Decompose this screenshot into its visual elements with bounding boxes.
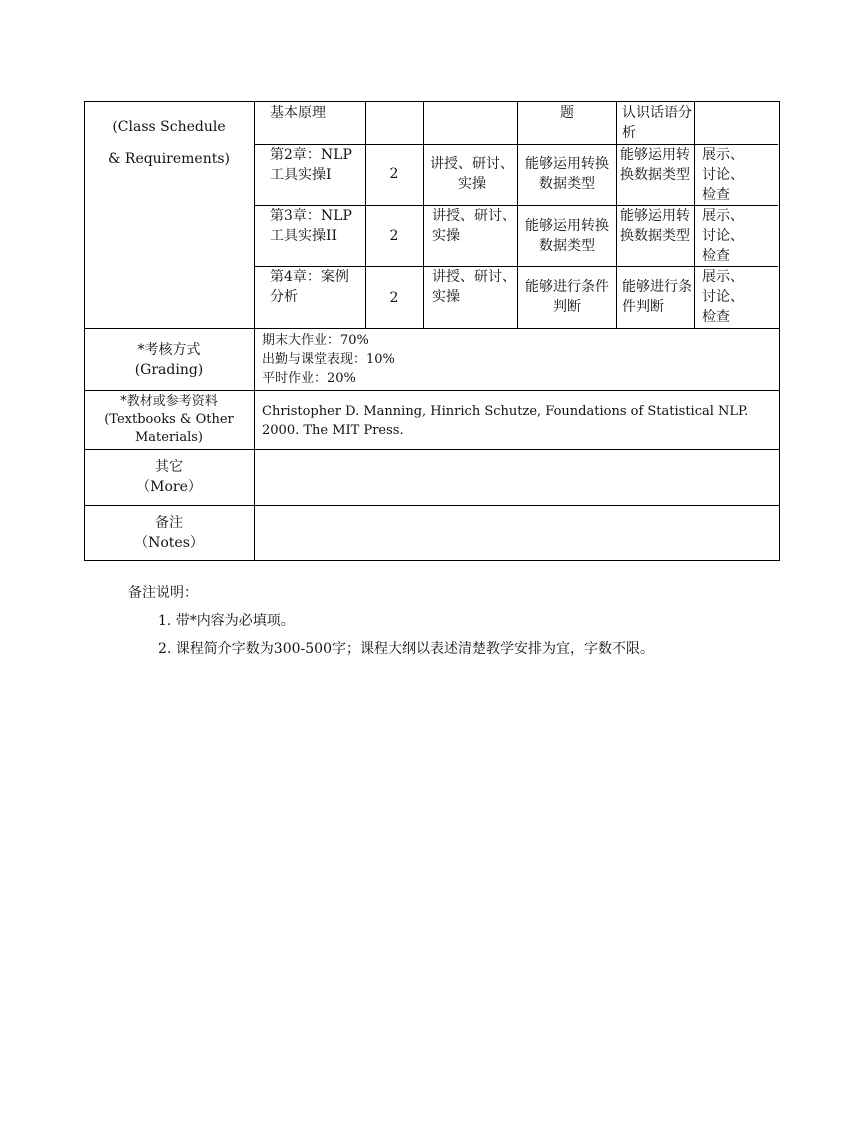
more-label-en: （More） (136, 479, 202, 495)
divider-schedule-grading (84, 328, 780, 329)
schedule-row-0-goal: 题 (560, 105, 574, 121)
schedule-row-2-hours: 2 (389, 228, 399, 244)
schedule-row-3-objective: 能够进行条件判断 (622, 279, 692, 315)
divider-textbooks-more (84, 449, 780, 450)
more-content[interactable] (262, 452, 774, 502)
textbooks-label-en-2: Materials) (134, 430, 203, 445)
schedule-row-0-chapter: 基本原理 (270, 105, 326, 121)
schedule-row-1-goal: 能够运用转换数据类型 (525, 156, 609, 192)
more-label-cn: 其它 (155, 459, 183, 475)
schedule-row-1-assess: 展示、讨论、检查 (702, 147, 744, 203)
schedule-row-1-hours: 2 (389, 166, 399, 182)
more-label (84, 457, 254, 497)
schedule-row-1-objective: 能够运用转换数据类型 (620, 147, 690, 183)
textbooks-label-en-1: (Textbooks & Other (104, 412, 234, 427)
footer-item-1: 1. 带*内容为必填项。 (158, 613, 295, 629)
notes-label (84, 513, 254, 553)
divider-grading-textbooks (84, 390, 780, 391)
schedule-row-1-chapter: 第2章：NLP工具实操I (270, 147, 352, 183)
grading-line-3: 平时作业：20% (262, 371, 356, 386)
schedule-label-line1: (Class Schedule (112, 119, 226, 135)
schedule-label-line2: & Requirements) (107, 151, 231, 167)
schedule-label (84, 117, 254, 169)
textbooks-label (84, 393, 254, 447)
grading-label (84, 340, 254, 380)
grading-label-en: (Grading) (134, 362, 204, 378)
grading-line-1: 期末大作业：70% (262, 333, 369, 348)
notes-label-cn: 备注 (155, 515, 183, 531)
schedule-col-divider-2 (423, 101, 424, 328)
schedule-row-0-objective: 认识话语分析 (622, 105, 692, 141)
schedule-row-3-method: 讲授、研讨、实操 (432, 269, 516, 305)
schedule-col-divider-4 (616, 101, 617, 328)
textbooks-content: Christopher D. Manning, Hinrich Schutze, Foundations of Statistical NLP. 2000. The MIT Press. (262, 404, 749, 438)
grading-content (262, 331, 772, 388)
schedule-row-3-chapter: 第4章：案例分析 (270, 269, 349, 305)
label-column-divider (254, 101, 255, 561)
schedule-row-3-hours: 2 (389, 290, 399, 306)
schedule-col-divider-5 (694, 101, 695, 328)
schedule-row-1-method: 讲授、研讨、实操 (430, 156, 514, 192)
schedule-col-divider-3 (517, 101, 518, 328)
schedule-row-3-goal: 能够进行条件判断 (525, 279, 609, 315)
textbooks-label-cn: *教材或参考资料 (120, 394, 218, 409)
grading-line-2: 出勤与课堂表现：10% (262, 352, 395, 367)
schedule-row-3-assess: 展示、讨论、检查 (702, 269, 744, 325)
schedule-row-2-method: 讲授、研讨、实操 (432, 208, 516, 244)
notes-label-en: （Notes） (134, 535, 204, 551)
notes-content[interactable] (262, 508, 774, 558)
footer-item-2: 2. 课程简介字数为300-500字；课程大纲以表述清楚教学安排为宜，字数不限。 (158, 641, 654, 657)
grading-label-cn: *考核方式 (137, 342, 201, 358)
schedule-row-2-assess: 展示、讨论、检查 (702, 208, 744, 264)
schedule-row-2-objective: 能够运用转换数据类型 (620, 208, 690, 244)
footer-title: 备注说明： (128, 585, 198, 601)
schedule-row-2-chapter: 第3章：NLP工具实操II (270, 208, 352, 244)
divider-more-notes (84, 505, 780, 506)
schedule-row-2-goal: 能够运用转换数据类型 (525, 218, 609, 254)
